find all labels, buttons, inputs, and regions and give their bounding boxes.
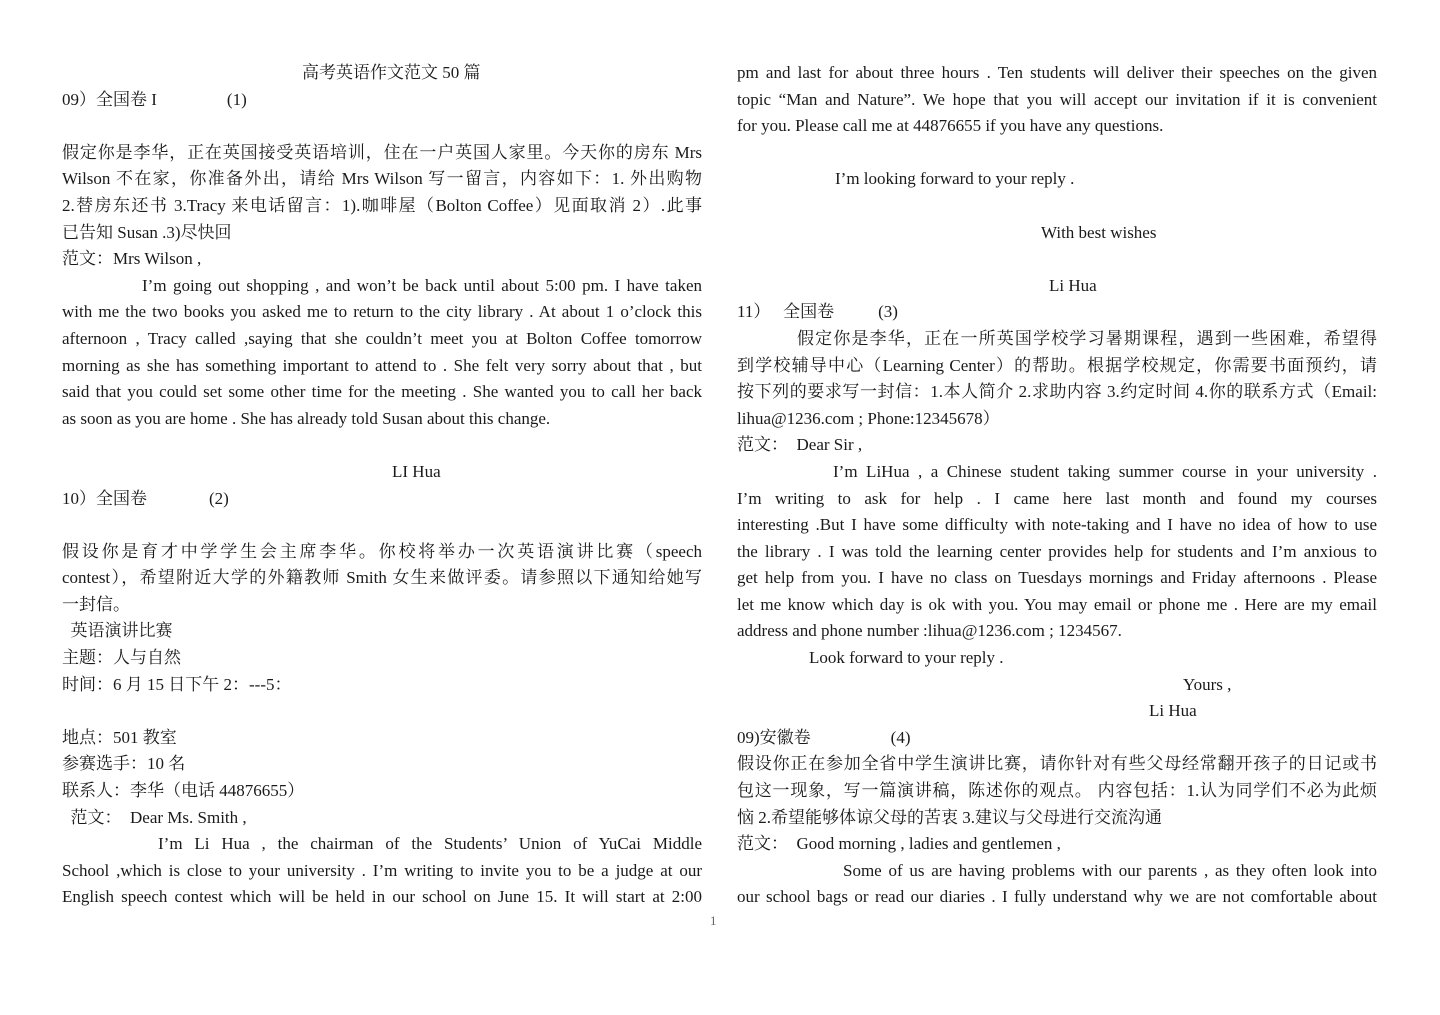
section-1-essay-line: with me the two books you asked me to return to the city library . At about 1 o’clock this [62,302,702,322]
notice-contact: 联系人：李华（电话 44876655） [62,781,305,801]
section-1-prompt-line: Wilson 不在家，你准备外出，请给 Mrs Wilson 写一留言，内容如下：1. 外出购物 [62,169,702,189]
section-4-prompt-line: 包这一现象，写一篇演讲稿，陈述你的观点。 内容包括：1.认为同学们不必为此烦 [737,781,1377,801]
section-3-signature: Li Hua [1149,701,1197,721]
section-3-essay-line: the library . I was told the learning center provides help for students and I’m anxious to [737,541,1377,561]
section-2-continued-line: topic “Man and Nature”. We hope that you will accept our invitation if it is convenient [737,89,1377,109]
section-1-essay-line: as soon as you are home . She has already told Susan about this change. [62,408,551,428]
section-3-essay-line: I’m LiHua , a Chinese student taking summer course in your university . [833,461,1377,481]
section-3-prompt-line: lihua@1236.com ; Phone:12345678） [737,408,1000,428]
section-2-essay-line: I’m Li Hua , the chairman of the Students’ Union of YuCai Middle [158,834,702,854]
section-2-prompt-line: contest），希望附近大学的外籍教师 Smith 女生来做评委。请参照以下通知给她写 [62,568,702,588]
section-2-prompt-line: 假设你是育才中学学生会主席李华。你校将举办一次英语演讲比赛（speech [62,541,702,561]
section-1-essay-line: said that you could set some other time for the meeting . She wanted you to call her back [62,382,702,402]
section-3-essay-line: I’m writing to ask for help . I came here last month and found my courses [737,488,1377,508]
section-1-heading [62,87,702,114]
section-3-prompt-line: 假定你是李华，正在一所英国学校学习暑期课程，遇到一些困难，希望得 [797,328,1377,348]
section-2-wishes: With best wishes [1041,222,1157,242]
section-1-number: (1) [226,89,247,109]
section-3-yours: Yours , [1183,674,1232,694]
section-4-greeting: 范文： Good morning , ladies and gentlemen , [737,834,1061,854]
section-1-prompt-line: 已告知 Susan .3)尽快回 [62,222,232,242]
section-1-prompt-line: 假定你是李华，正在英国接受英语培训，住在一户英国人家里。今天你的房东 Mrs [62,142,702,162]
section-2-closing: I’m looking forward to your reply . [835,169,1075,189]
section-3-essay-line: address and phone number :lihua@1236.com ; 1234567. [737,621,1122,641]
section-2-signature: Li Hua [1049,275,1097,295]
notice-title: 英语演讲比赛 [62,621,173,641]
section-3-greeting: 范文： Dear Sir , [737,435,863,455]
section-2-essay-line: School ,which is close to your university . I’m writing to invite you to be a judge at our [62,860,702,880]
section-3-essay-line: let me know which day is ok with you. You may email or phone me . Here are my email [737,594,1377,614]
section-2-label: 10）全国卷 [62,488,147,508]
section-1-signature: LI Hua [392,461,441,481]
notice-topic: 主题：人与自然 [62,648,181,668]
section-4-number: (4) [890,727,911,747]
section-3-essay-line: interesting .But I have some difficulty with note-taking and I have no idea of how to use [737,515,1377,535]
notice-contestants: 参赛选手：10 名 [62,754,186,774]
section-3-number: (3) [878,302,898,322]
section-3-closing: Look forward to your reply . [809,648,1004,668]
page-number: 1 [710,913,717,928]
section-4-heading [737,725,1377,752]
section-4-prompt-line: 假设你正在参加全省中学生演讲比赛，请你针对有些父母经常翻开孩子的日记或书 [737,754,1377,774]
section-3-prompt-line: 到学校辅导中心（Learning Center）的帮助。根据学校规定，你需要书面预约，请 [737,355,1377,375]
notice-time: 时间：6 月 15 日下午 2：---5： [62,674,292,694]
section-1-prompt-line: 2.替房东还书 3.Tracy 来电话留言：1).咖啡屋（Bolton Coffee）见面取消 2）.此事 [62,195,702,215]
section-2-heading [62,486,702,513]
section-4-label: 09)安徽卷 [737,727,811,747]
section-4-prompt-line: 恼 2.希望能够体谅父母的苦衷 3.建议与父母进行交流沟通 [737,807,1162,827]
section-2-continued-line: pm and last for about three hours . Ten students will deliver their speeches on the given [737,63,1377,82]
notice-place: 地点：501 教室 [62,727,177,747]
right-column [737,60,1377,911]
section-2-continued-line: for you. Please call me at 44876655 if you have any questions. [737,116,1164,136]
section-4-essay-line: Some of us are having problems with our parents , as they often look into [843,860,1377,880]
section-2-greeting: 范文： Dear Ms. Smith , [62,807,247,827]
section-1-label: 09）全国卷 I [62,89,157,109]
section-1-essay-line: I’m going out shopping , and won’t be back until about 5:00 pm. I have taken [142,275,702,295]
section-2-number: (2) [209,488,229,508]
section-2-essay-line: English speech contest which will be held in our school on June 15. It will start at 2:00 [62,887,702,907]
section-3-heading [737,299,1377,326]
document-title: 高考英语作文范文 50 篇 [302,63,481,82]
section-3-label: 11） 全国卷 [737,302,835,322]
section-1-essay-line: morning as she has something important to attend to . She felt very sorry about that , but [62,355,702,375]
left-column [62,60,702,911]
section-3-essay-line: get help from you. I have no class on Tuesdays mornings and Friday afternoons . Please [737,568,1377,588]
section-4-essay-line: our school bags or read our diaries . I fully understand why we are not comfortable about [737,887,1377,907]
section-3-prompt-line: 按下列的要求写一封信：1.本人简介 2.求助内容 3.约定时间 4.你的联系方式（Email: [737,382,1377,402]
section-2-prompt-line: 一封信。 [62,594,130,614]
section-1-essay-line: afternoon , Tracy called ,saying that she couldn’t meet you at Bolton Coffee tomorrow [62,328,702,348]
section-1-greeting: 范文：Mrs Wilson , [62,249,202,269]
